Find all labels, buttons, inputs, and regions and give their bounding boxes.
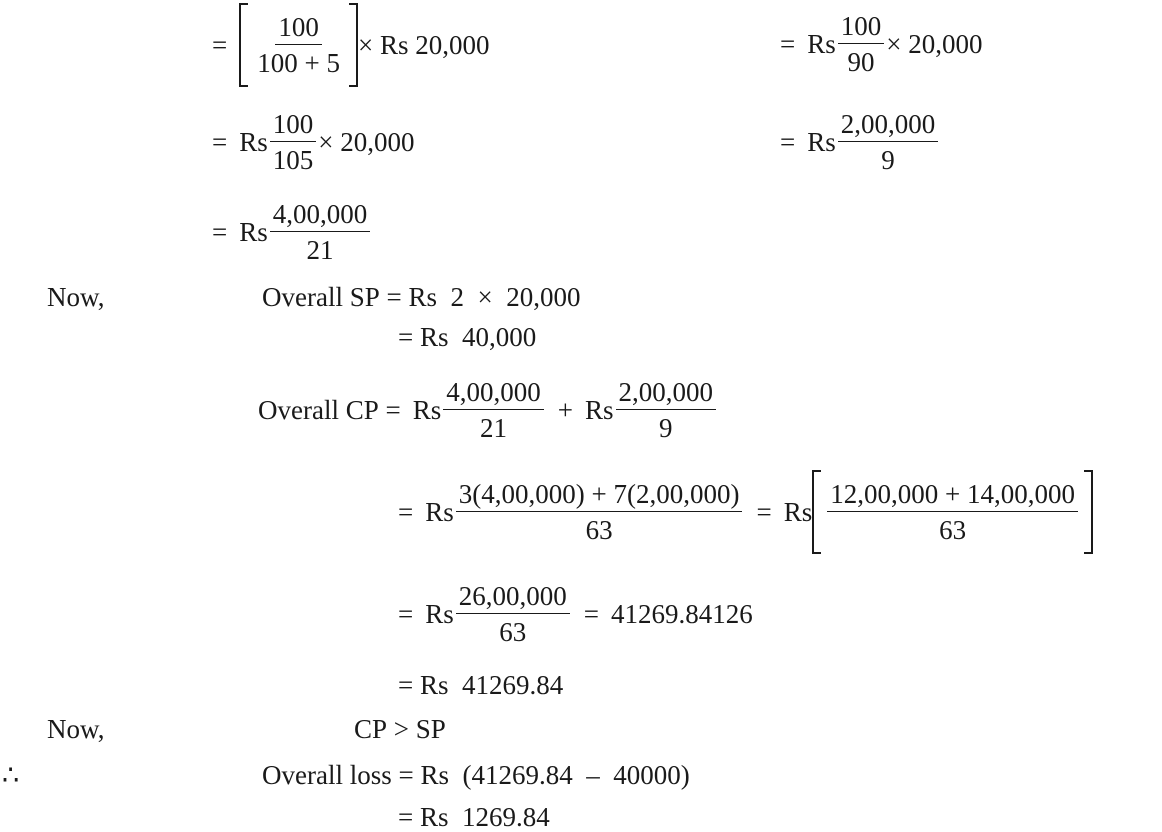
times-sign: × (357, 29, 374, 60)
numerator: 4,00,000 (443, 378, 544, 410)
cp-value: Rs 41269.84 (419, 670, 564, 700)
equals-sign: = (780, 126, 796, 157)
denominator: 9 (659, 413, 673, 443)
compare-right: SP (415, 714, 446, 744)
fraction (254, 13, 343, 78)
plus-sign: + (557, 394, 573, 425)
equals-sign: = (386, 282, 402, 312)
numerator: 26,00,000 (456, 582, 570, 614)
currency: Rs (425, 496, 454, 527)
decimal-value: 41269.84126 (611, 598, 753, 629)
fraction (838, 110, 939, 175)
denominator: 105 (272, 145, 314, 175)
cp-value-line (398, 672, 563, 699)
equals-sign: = (398, 322, 414, 352)
eq-right-2 (780, 106, 940, 178)
equals-sign: = (398, 598, 414, 629)
denominator: 63 (939, 515, 967, 545)
numerator: 2,00,000 (616, 378, 717, 410)
denominator: 90 (847, 47, 875, 77)
eq-line-3 (212, 196, 372, 268)
now-label-2: Now, (47, 714, 105, 744)
fraction (838, 12, 885, 77)
overall-sp-value: Rs 40,000 (419, 322, 537, 352)
overall-loss-value-line (398, 804, 550, 831)
overall-loss-value: Rs 1269.84 (419, 802, 550, 832)
fraction (270, 200, 371, 265)
therefore-symbol: ∴ (2, 760, 20, 790)
numerator: 2,00,000 (838, 110, 939, 142)
fraction (616, 378, 717, 443)
fraction (270, 110, 317, 175)
compare-left: CP (354, 714, 388, 744)
numerator: 3(4,00,000) + 7(2,00,000) (456, 480, 743, 512)
times-sign: × (886, 28, 902, 59)
currency: Rs (412, 394, 442, 425)
currency: Rs (807, 126, 836, 157)
currency: Rs (807, 28, 836, 59)
denominator: 21 (306, 235, 334, 265)
greater-than-sign: > (393, 714, 410, 744)
overall-sp-expression: Rs 2 × 20,000 (408, 282, 581, 312)
fraction (443, 378, 544, 443)
equals-sign: = (583, 598, 599, 629)
comparison-line (354, 716, 446, 743)
equals-sign: = (756, 496, 772, 527)
denominator: 21 (480, 413, 508, 443)
currency: Rs (239, 216, 268, 247)
equals-sign: = (212, 29, 228, 60)
now-label-1: Now, (47, 282, 105, 312)
denominator: 63 (585, 515, 613, 545)
overall-loss-line (262, 762, 690, 789)
equals-sign: = (385, 394, 401, 425)
overall-sp-value-line (398, 324, 536, 351)
right-bracket (349, 3, 358, 87)
amount: 20,000 (908, 28, 983, 59)
equals-sign: = (212, 216, 228, 247)
cp-combined-line (398, 470, 1093, 554)
currency: Rs (783, 496, 813, 527)
equals-sign: = (780, 28, 796, 59)
currency: Rs (585, 394, 614, 425)
overall-sp-label: Overall SP (262, 282, 380, 312)
equals-sign: = (398, 760, 414, 790)
numerator: 100 (275, 13, 322, 45)
fraction (456, 582, 570, 647)
overall-cp-line (258, 374, 718, 446)
overall-cp-label: Overall CP (258, 394, 379, 425)
overall-loss-expression: Rs (41269.84 – 40000) (420, 760, 690, 790)
times-sign: × (318, 126, 334, 157)
eq-line-1 (212, 2, 489, 88)
amount: 20,000 (340, 126, 415, 157)
denominator: 63 (499, 617, 527, 647)
equals-sign: = (398, 496, 414, 527)
amount: Rs 20,000 (379, 29, 490, 60)
numerator: 4,00,000 (270, 200, 371, 232)
left-bracket (239, 3, 248, 87)
fraction (827, 480, 1078, 545)
overall-loss-label: Overall loss (262, 760, 392, 790)
denominator: 9 (881, 145, 895, 175)
left-bracket (812, 470, 821, 554)
right-bracket (1084, 470, 1093, 554)
numerator: 100 (270, 110, 317, 142)
numerator: 100 (838, 12, 885, 44)
currency: Rs (425, 598, 454, 629)
numerator: 12,00,000 + 14,00,000 (827, 480, 1078, 512)
denominator: 100 + 5 (257, 48, 340, 78)
fraction (456, 480, 743, 545)
equals-sign: = (398, 802, 414, 832)
cp-fraction-line (398, 578, 753, 650)
overall-sp-line (262, 284, 580, 311)
eq-line-2 (212, 106, 415, 178)
eq-right-1 (780, 8, 983, 80)
equals-sign: = (212, 126, 228, 157)
currency: Rs (239, 126, 268, 157)
equals-sign: = (398, 670, 414, 700)
